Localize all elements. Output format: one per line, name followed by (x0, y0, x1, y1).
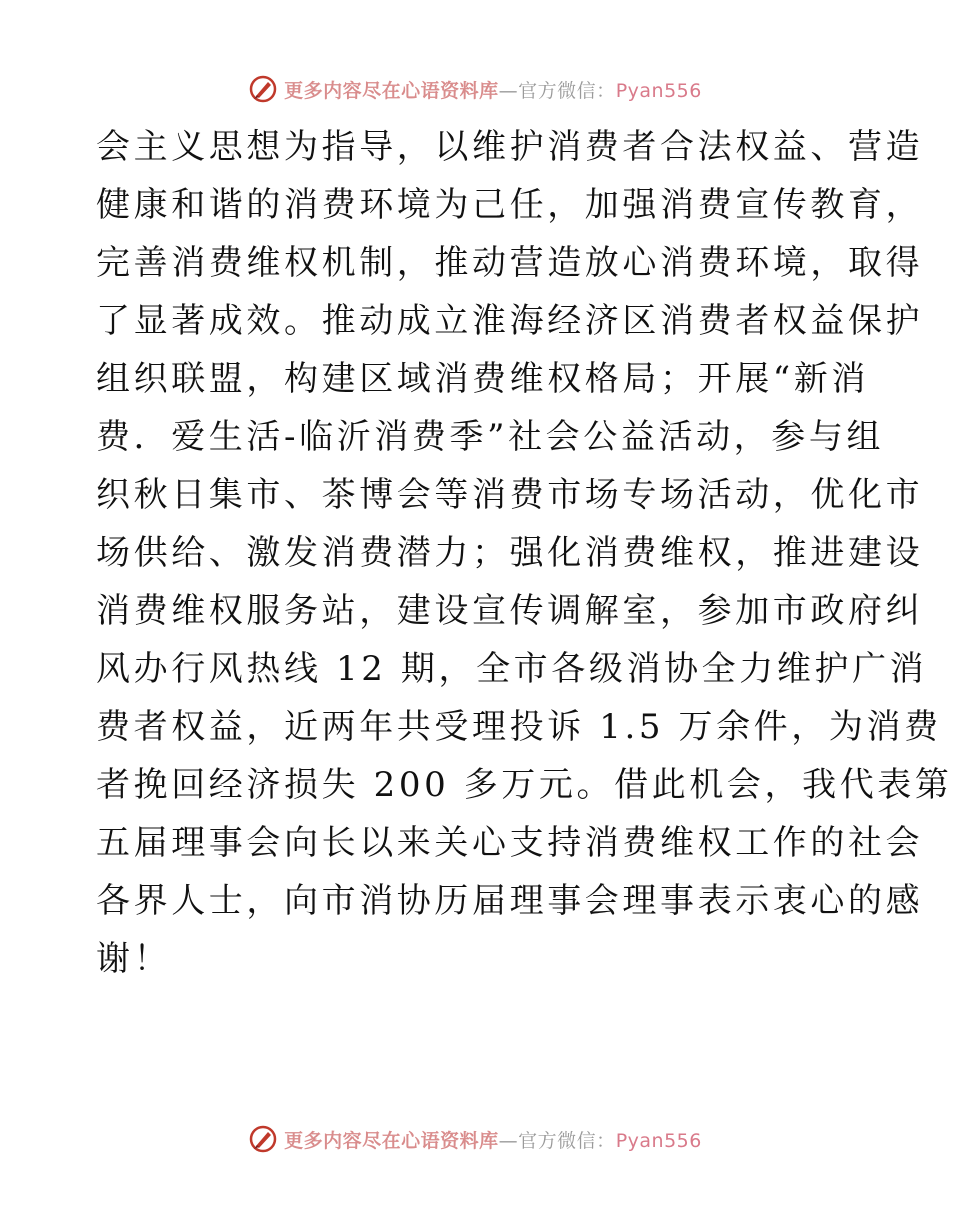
body-line: 织秋日集市、茶博会等消费市场专场活动，优化市 (96, 475, 924, 515)
watermark-handle: Pyan556 (615, 79, 702, 102)
watermark-text (284, 76, 702, 103)
body-line: 完善消费维权机制，推动营造放心消费环境，取得 (96, 243, 924, 283)
watermark-suffix: 官方微信： (518, 79, 616, 102)
body-line: 健康和谐的消费环境为己任，加强消费宣传教育， (96, 185, 924, 225)
body-line: 组织联盟，构建区域消费维权格局；开展“新消 (96, 359, 869, 399)
body-line: 各界人士，向市消协历届理事会理事表示衷心的感 (96, 881, 924, 921)
body-line: 费．爱生活-临沂消费季”社会公益活动，参与组 (96, 417, 885, 457)
watermark-suffix: 官方微信： (518, 1129, 616, 1152)
body-line: 五届理事会向长以来关心支持消费维权工作的社会 (96, 823, 924, 863)
watermark-text (284, 1126, 702, 1153)
watermark-dash: — (498, 1129, 519, 1152)
body-line: 风办行风热线 12 期，全市各级消协全力维护广消 (96, 649, 928, 689)
watermark-prefix: 更多内容尽在心语资料库 (284, 1129, 499, 1152)
footer-watermark (0, 1122, 950, 1156)
body-line: 会主义思想为指导，以维护消费者合法权益、营造 (96, 127, 924, 167)
header-watermark (0, 72, 950, 106)
pen-logo-icon (248, 74, 278, 104)
watermark-dash: — (498, 79, 519, 102)
document-body (96, 118, 953, 988)
body-line: 场供给、激发消费潜力；强化消费维权，推进建设 (96, 533, 924, 573)
watermark-handle: Pyan556 (615, 1129, 702, 1152)
body-line: 费者权益，近两年共受理投诉 1.5 万余件，为消费 (96, 707, 942, 747)
body-line: 谢！ (96, 939, 172, 979)
pen-logo-icon (248, 1124, 278, 1154)
body-line: 者挽回经济损失 200 多万元。借此机会，我代表第 (96, 765, 953, 805)
body-line: 了显著成效。推动成立淮海经济区消费者权益保护 (96, 301, 924, 341)
body-line: 消费维权服务站，建设宣传调解室，参加市政府纠 (96, 591, 924, 631)
watermark-prefix: 更多内容尽在心语资料库 (284, 79, 499, 102)
